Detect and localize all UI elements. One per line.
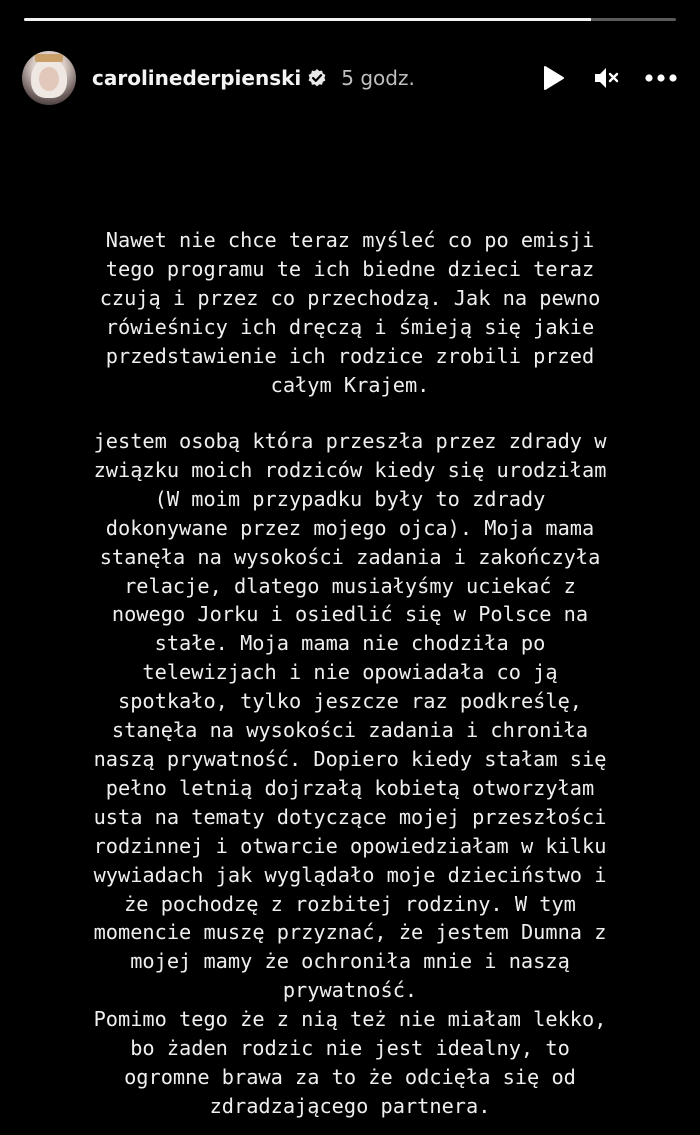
- story-controls: [516, 61, 678, 95]
- username[interactable]: carolinederpienski: [92, 66, 302, 90]
- story-progress-bar: [24, 18, 676, 21]
- story-header: [22, 50, 678, 106]
- story-timestamp: 5 godz.: [341, 66, 415, 90]
- story-text-paragraph-2: jestem osobą która przeszła przez zdrady w związku moich rodziców kiedy się urodziłam (W moim przypadku były to zdrady dokonywane przez mojego ojca). Moja mama stanęła na wysokości zadania i zakończyła relacje, dlatego musiałyśmy uciekać z nowego Jorku i osiedlić się w Polsce na stałe. Moja mama nie chodziła po telewizjach i nie opowiadała co ją spotkało, tylko jeszcze raz podkreślę, stanęła na wysokości zadania i chroniła naszą prywatność. Dopiero kiedy stałam się pełno letnią dojrzałą kobietą otworzyłam usta na tematy dotyczące mojej przeszłości rodzinnej i otwarcie opowiedziałam w kilku wywiadach jak wyglądało moje dzieciństwo i że pochodzę z rozbitej rodziny. W tym momencie muszę przyznać, że jestem Dumna z mojej mamy że ochroniła mnie i naszą prywatność. Pomimo tego że z nią też nie miałam lekko, bo żaden rodzic nie jest idealny, to ogromne brawa za to że odcięła się od zdradzającego partnera.: [93, 429, 607, 1118]
- story-text-paragraph-1: Nawet nie chce teraz myśleć co po emisji tego programu te ich biedne dzieci teraz czują i przez co przechodzą. Jak na pewno rówieśnicy ich dręczą i śmieją się jakie przedstawienie ich rodzice zrobili przed całym Krajem.: [99, 228, 601, 397]
- avatar[interactable]: [22, 51, 76, 105]
- verified-badge-icon: [307, 68, 327, 88]
- story-progress-fill: [24, 18, 591, 21]
- play-icon[interactable]: [536, 61, 570, 95]
- speaker-muted-icon[interactable]: [590, 61, 624, 95]
- more-options-icon[interactable]: [644, 61, 678, 95]
- avatar-crown: [35, 54, 63, 62]
- avatar-face: [39, 67, 59, 91]
